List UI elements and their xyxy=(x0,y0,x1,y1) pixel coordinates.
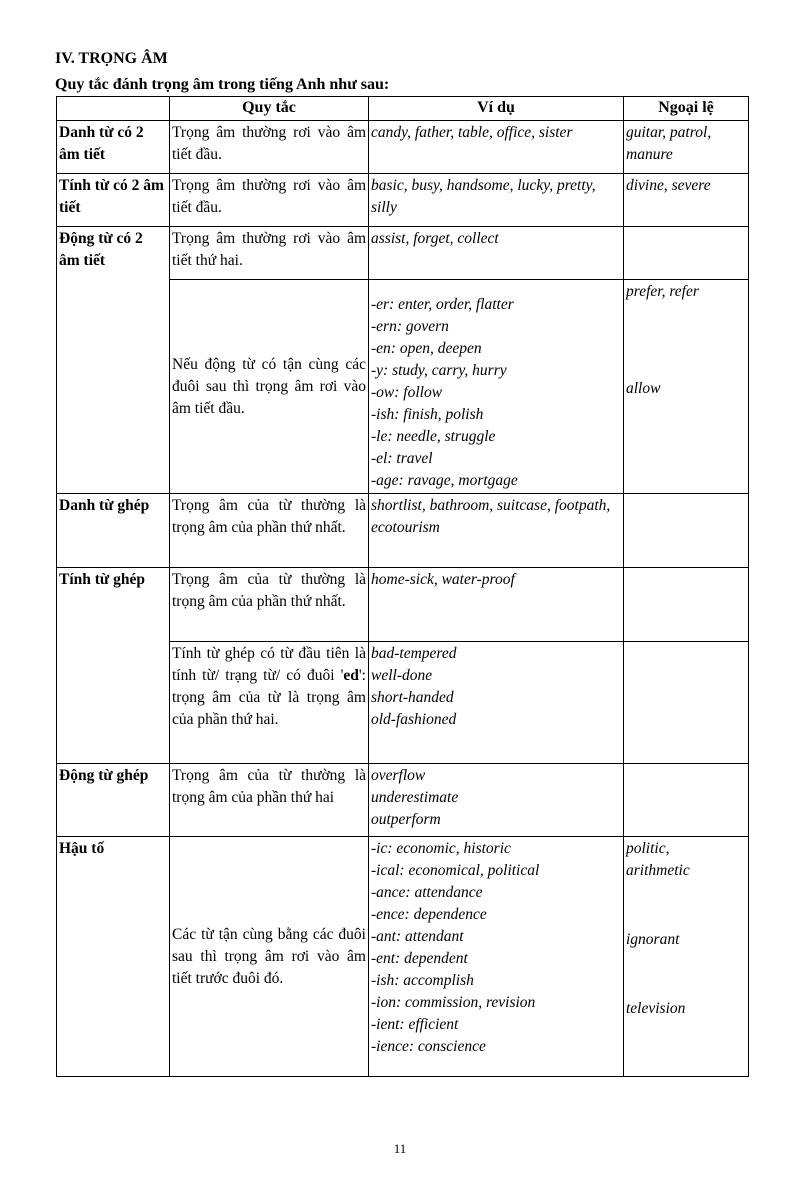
header-corner-cell xyxy=(57,97,170,121)
list-item: bad-tempered xyxy=(371,645,457,662)
example-noun2: candy, father, table, office, sister xyxy=(369,121,624,174)
exception-compound-noun xyxy=(624,494,749,568)
list-item: -ical: economical, political xyxy=(371,862,540,879)
category-verb2: Động từ có 2 âm tiết xyxy=(57,227,170,494)
rule-verb2-b: Nếu động từ có tận cùng các đuôi sau thì trọng âm rơi vào âm tiết đầu. xyxy=(170,280,369,494)
list-item: -en: open, deepen xyxy=(371,340,482,357)
table-row-compound-adj-a xyxy=(57,568,749,642)
table-row-suffix xyxy=(57,837,749,1077)
list-item: -er: enter, order, flatter xyxy=(371,296,514,313)
rule-text: Tính từ ghép có từ đầu tiên là tính từ/ trạng từ/ có đuôi ' xyxy=(172,645,366,684)
list-item: -ience: conscience xyxy=(371,1038,486,1055)
rule-compound-adj-a: Trọng âm của từ thường là trọng âm của phần thứ nhất. xyxy=(170,568,369,642)
category-compound-verb: Động từ ghép xyxy=(57,764,170,837)
exception-verb2-b xyxy=(624,280,749,494)
list-item: -ant: attendant xyxy=(371,928,464,945)
list-item: overflow xyxy=(371,767,426,784)
example-verb2-a: assist, forget, collect xyxy=(369,227,624,280)
example-compound-adj-b xyxy=(369,642,624,764)
list-item: -ic: economic, historic xyxy=(371,840,511,857)
header-example: Ví dụ xyxy=(369,97,624,121)
rule-suffix: Các từ tận cùng bằng các đuôi sau thì trọng âm rơi vào âm tiết trước đuôi đó. xyxy=(170,837,369,1077)
example-compound-noun: shortlist, bathroom, suitcase, footpath, ecotourism xyxy=(369,494,624,568)
stress-rules-table xyxy=(56,96,749,1077)
list-item: television xyxy=(626,1000,686,1017)
exception-noun2: guitar, patrol, manure xyxy=(624,121,749,174)
exception-verb2-a xyxy=(624,227,749,280)
list-item: politic, xyxy=(626,840,670,857)
example-verb2-b xyxy=(369,280,624,494)
table-row-adj2 xyxy=(57,174,749,227)
list-item: -ion: commission, revision xyxy=(371,994,536,1011)
table-row-noun2 xyxy=(57,121,749,174)
table-row-compound-verb xyxy=(57,764,749,837)
list-item: outperform xyxy=(371,811,441,828)
list-item: well-done xyxy=(371,667,433,684)
rule-text: ': trọng âm của từ là trọng âm của phần thứ hai. xyxy=(172,667,366,728)
list-item: short-handed xyxy=(371,689,454,706)
list-item: arithmetic xyxy=(626,862,690,879)
list-item: -ent: dependent xyxy=(371,950,468,967)
category-noun2: Danh từ có 2 âm tiết xyxy=(57,121,170,174)
category-adj2: Tính từ có 2 âm tiết xyxy=(57,174,170,227)
list-item: underestimate xyxy=(371,789,459,806)
example-compound-adj-a: home-sick, water-proof xyxy=(369,568,624,642)
list-item: old-fashioned xyxy=(371,711,457,728)
exception-prefer: prefer, refer xyxy=(626,283,699,300)
list-item: -ient: efficient xyxy=(371,1016,459,1033)
list-item: -le: needle, struggle xyxy=(371,428,496,445)
list-item: ignorant xyxy=(626,931,680,948)
exception-suffix xyxy=(624,837,749,1077)
rule-compound-noun: Trọng âm của từ thường là trọng âm của phần thứ nhất. xyxy=(170,494,369,568)
example-suffix xyxy=(369,837,624,1077)
exception-adj2: divine, severe xyxy=(624,174,749,227)
rule-noun2: Trọng âm thường rơi vào âm tiết đầu. xyxy=(170,121,369,174)
rule-verb2-a: Trọng âm thường rơi vào âm tiết thứ hai. xyxy=(170,227,369,280)
category-suffix: Hậu tố xyxy=(57,837,170,1077)
exception-compound-adj-a xyxy=(624,568,749,642)
list-item: -age: ravage, mortgage xyxy=(371,472,518,489)
example-compound-verb xyxy=(369,764,624,837)
list-item: -ern: govern xyxy=(371,318,449,335)
section-subheading: Quy tắc đánh trọng âm trong tiếng Anh như sau: xyxy=(55,76,390,93)
rule-ed-suffix: ed xyxy=(343,667,359,684)
exception-compound-adj-b xyxy=(624,642,749,764)
page-number: 11 xyxy=(393,1141,407,1156)
rule-compound-adj-b xyxy=(170,642,369,764)
table-row-verb2-a xyxy=(57,227,749,280)
list-item: -y: study, carry, hurry xyxy=(371,362,507,379)
category-compound-noun: Danh từ ghép xyxy=(57,494,170,568)
rule-compound-verb: Trọng âm của từ thường là trọng âm của phần thứ hai xyxy=(170,764,369,837)
section-heading: IV. TRỌNG ÂM xyxy=(55,50,168,67)
header-rule: Quy tắc xyxy=(170,97,369,121)
list-item: -ance: attendance xyxy=(371,884,483,901)
list-item: -ence: dependence xyxy=(371,906,487,923)
table-row-compound-noun xyxy=(57,494,749,568)
exception-allow: allow xyxy=(626,380,661,397)
category-compound-adj: Tính từ ghép xyxy=(57,568,170,764)
exception-compound-verb xyxy=(624,764,749,837)
list-item: -ow: follow xyxy=(371,384,443,401)
rule-adj2: Trọng âm thường rơi vào âm tiết đầu. xyxy=(170,174,369,227)
example-adj2: basic, busy, handsome, lucky, pretty, silly xyxy=(369,174,624,227)
list-item: -ish: accomplish xyxy=(371,972,474,989)
header-exception: Ngoại lệ xyxy=(624,97,749,121)
list-item: -el: travel xyxy=(371,450,433,467)
list-item: -ish: finish, polish xyxy=(371,406,484,423)
table-header-row xyxy=(57,97,749,121)
